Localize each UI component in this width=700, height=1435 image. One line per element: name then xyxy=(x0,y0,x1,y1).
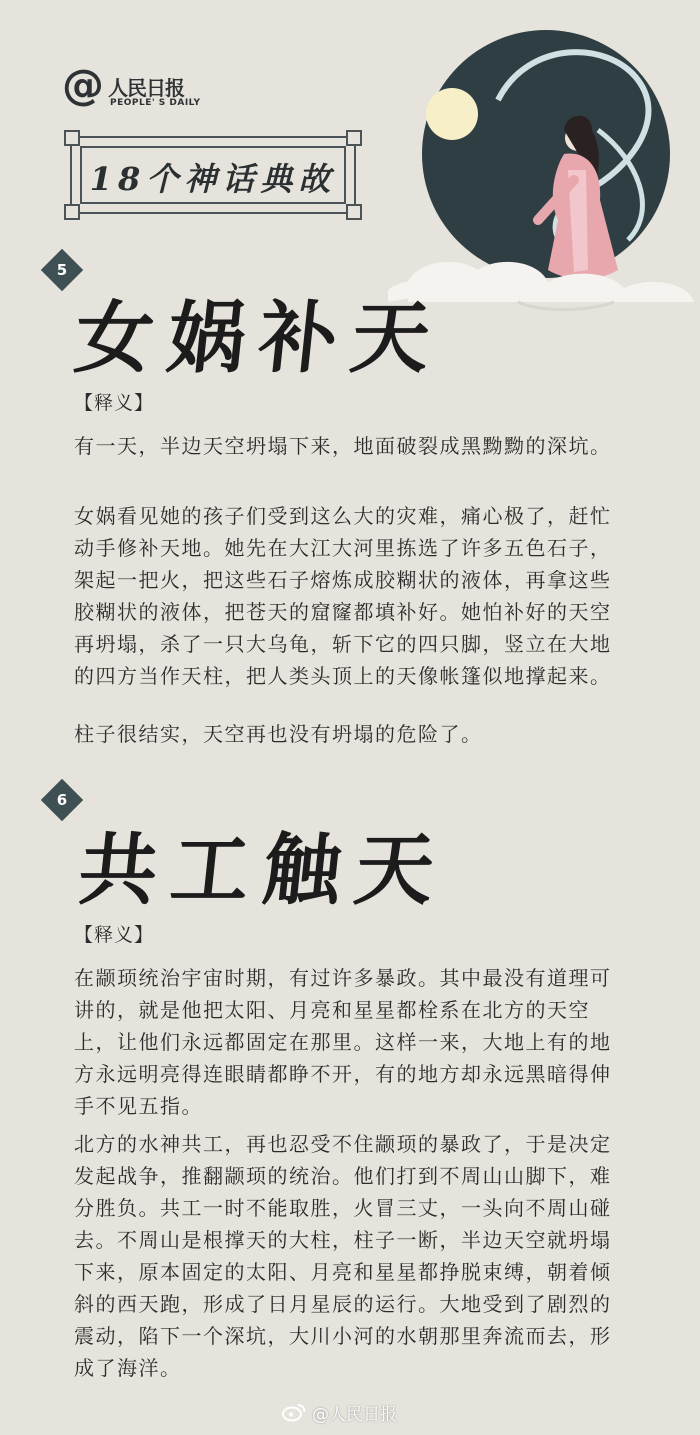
section-label: 【释义】 xyxy=(74,924,155,946)
section-paragraph: 有一天，半边天空坍塌下来，地面破裂成黑黝黝的深坑。 xyxy=(74,434,612,458)
section-number-badge xyxy=(42,780,82,820)
section-title: 女娲补天 xyxy=(70,293,449,384)
people-daily-logo xyxy=(62,62,222,118)
section-title: 共工触天 xyxy=(74,825,453,916)
section-paragraph: 柱子很结实，天空再也没有坍塌的危险了。 xyxy=(74,722,483,746)
weibo-watermark xyxy=(282,1400,397,1424)
series-title: 18个神话典故 xyxy=(89,160,337,198)
watermark-text: @人民日报 xyxy=(312,1404,397,1425)
section-paragraph: 北方的水神共工，再也忍受不住颛顼的暴政了，于是决定发起战争，推翻颛顼的统治。他们打到不周山山脚下，难分胜负。共工一时不能取胜，火冒三丈，一头向不周山碰去。不周山是根撑天的大柱，柱子一断，半边天空就坍塌下来，原本固定的太阳、月亮和星星都挣脱束缚，朝着倾斜的西天跑，形成了日月星辰的运行。大地受到了剧烈的震动，陷下一个深坑，大川小河的水朝那里奔流而去，形成了海洋。 xyxy=(74,1132,612,1380)
logo-name-en: PEOPLE' S DAILY xyxy=(110,98,201,108)
section-paragraph: 在颛顼统治宇宙时期，有过许多暴政。其中最没有道理可讲的，就是他把太阳、月亮和星星都栓系在北方的天空上，让他们永远都固定在那里。这样一来，大地上有的地方永远明亮得连眼睛都睁不开，有的地方却永远黑暗得伸手不见五指。 xyxy=(74,966,612,1118)
section-number-badge xyxy=(42,250,82,290)
series-title-frame xyxy=(70,136,356,214)
section-label: 【释义】 xyxy=(74,392,155,414)
logo-at-sign: @ xyxy=(62,60,104,109)
weibo-icon xyxy=(282,1402,306,1422)
logo-name-cn: 人民日报 xyxy=(108,76,184,100)
section-number: 6 xyxy=(56,791,68,809)
section-paragraph: 女娲看见她的孩子们受到这么大的灾难，痛心极了，赶忙动手修补天地。她先在大江大河里拣选了许多五色石子，架起一把火，把这些石子熔炼成胶糊状的液体，再拿这些胶糊状的液体，把苍天的窟窿都填补好。她怕补好的天空再坍塌，杀了一只大乌龟，斩下它的四只脚，竖立在大地的四方当作天柱，把人类头顶上的天像帐篷似地撑起来。 xyxy=(74,504,612,688)
chang-e-moon-illustration xyxy=(388,20,700,320)
section-number: 5 xyxy=(56,261,68,279)
